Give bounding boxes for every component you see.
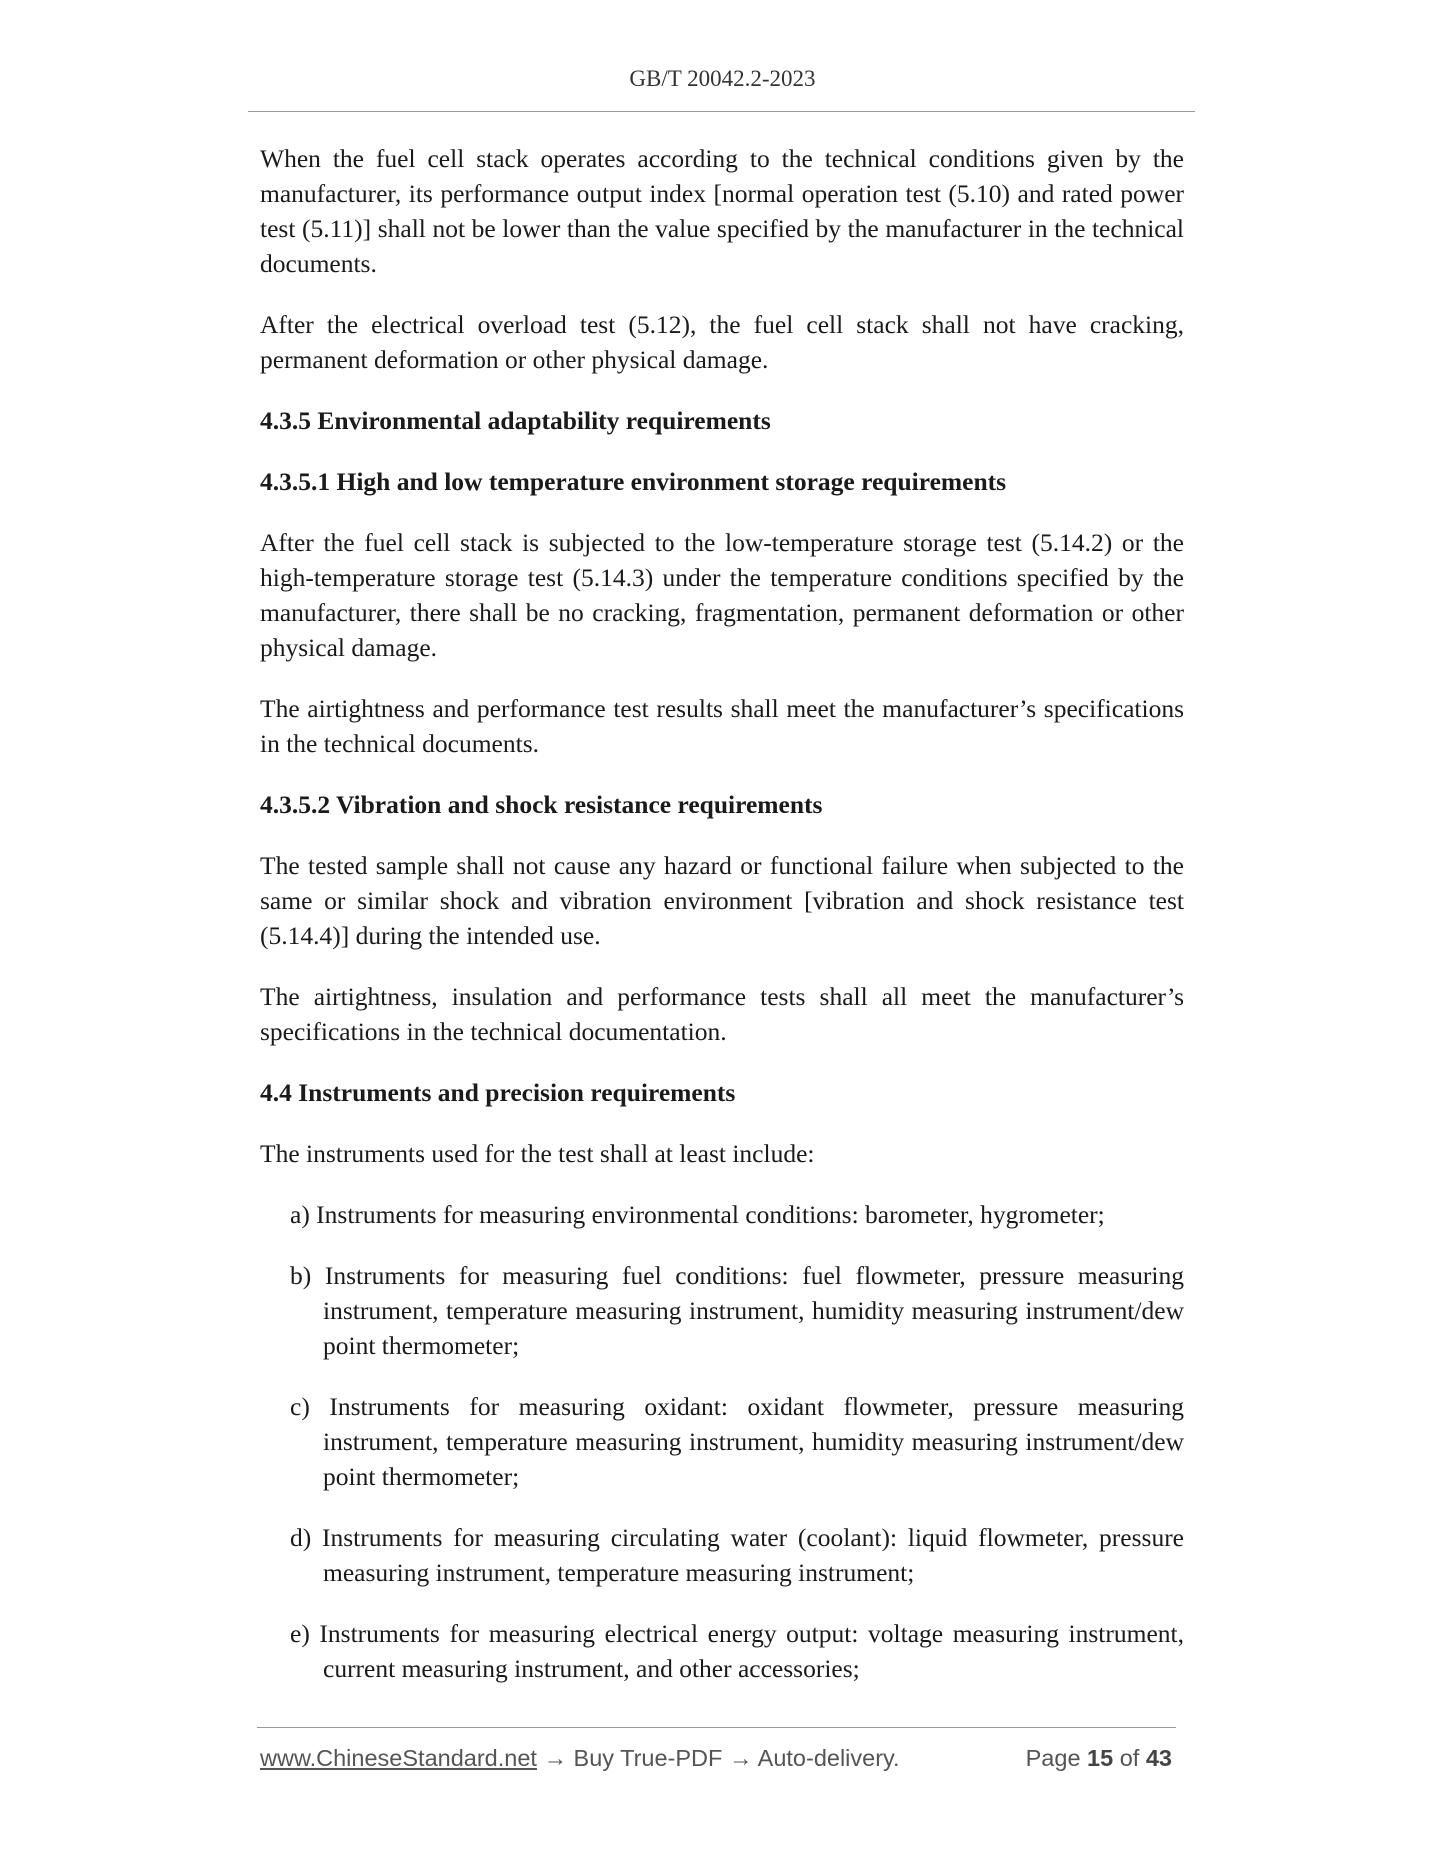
list-item-d: d) Instruments for measuring circulating water (coolant): liquid flowmeter, pressure measuring instrument, temperature measuring instrument;	[290, 1523, 1184, 1587]
heading-4-3-5: 4.3.5 Environmental adaptability requirements	[260, 406, 771, 435]
footer-promo	[260, 1745, 900, 1772]
header-divider	[248, 111, 1195, 112]
auto-delivery-text: Auto-delivery.	[757, 1745, 900, 1771]
heading-4-4: 4.4 Instruments and precision requirements	[260, 1078, 736, 1107]
page-total: 43	[1145, 1745, 1172, 1771]
paragraph-electrical-overload: After the electrical overload test (5.12), the fuel cell stack shall not have cracking, permanent deformation or other physical damage.	[260, 310, 1184, 374]
chinese-standard-link[interactable]: www.ChineseStandard.net	[260, 1745, 537, 1771]
list-item-a: a) Instruments for measuring environmental conditions: barometer, hygrometer;	[290, 1200, 1105, 1229]
page-number	[1026, 1745, 1172, 1772]
document-header-title: GB/T 20042.2-2023	[629, 66, 816, 91]
arrow-right-icon: →	[543, 1745, 567, 1771]
paragraph-vibration-results: The airtightness, insulation and performance tests shall all meet the manufacturer’s specifications in the technical documentation.	[260, 982, 1184, 1046]
paragraph-storage-results: The airtightness and performance test results shall meet the manufacturer’s specifications in the technical documents.	[260, 694, 1184, 758]
heading-4-3-5-1: 4.3.5.1 High and low temperature environment storage requirements	[260, 467, 1007, 496]
arrow-right-icon: →	[728, 1745, 753, 1771]
paragraph-storage-test: After the fuel cell stack is subjected to the low-temperature storage test (5.14.2) or the high-temperature storage test (5.14.3) under the temperature conditions specified by the manufacturer, there shall be no cracking, fragmentation, permanent deformation or other physical damage.	[260, 528, 1184, 662]
heading-4-3-5-2: 4.3.5.2 Vibration and shock resistance requirements	[260, 790, 823, 819]
list-item-b: b) Instruments for measuring fuel conditions: fuel flowmeter, pressure measuring instrument, temperature measuring instrument, humidity measuring instrument/dew point thermometer;	[290, 1261, 1184, 1360]
page-label: Page	[1025, 1745, 1081, 1771]
footer-divider	[257, 1727, 1176, 1728]
paragraph-performance-output: When the fuel cell stack operates according to the technical conditions given by the manufacturer, its performance output index [normal operation test (5.10) and rated power test (5.11)] shall not be lower than the value specified by the manufacturer in the technical documents.	[260, 144, 1184, 278]
list-item-e: e) Instruments for measuring electrical energy output: voltage measuring instrument, current measuring instrument, and other accessories;	[290, 1619, 1184, 1683]
buy-true-pdf-text: Buy True-PDF	[573, 1745, 723, 1771]
paragraph-instruments-intro: The instruments used for the test shall at least include:	[260, 1139, 815, 1168]
document-body	[260, 141, 1184, 1712]
list-item-c: c) Instruments for measuring oxidant: oxidant flowmeter, pressure measuring instrument, temperature measuring instrument, humidity measuring instrument/dew point thermometer;	[290, 1392, 1184, 1491]
paragraph-vibration-shock: The tested sample shall not cause any hazard or functional failure when subjected to the same or similar shock and vibration environment [vibration and shock resistance test (5.14.4)] during the intended use.	[260, 851, 1184, 950]
page-of-label: of	[1119, 1745, 1140, 1771]
page-current: 15	[1087, 1745, 1114, 1771]
